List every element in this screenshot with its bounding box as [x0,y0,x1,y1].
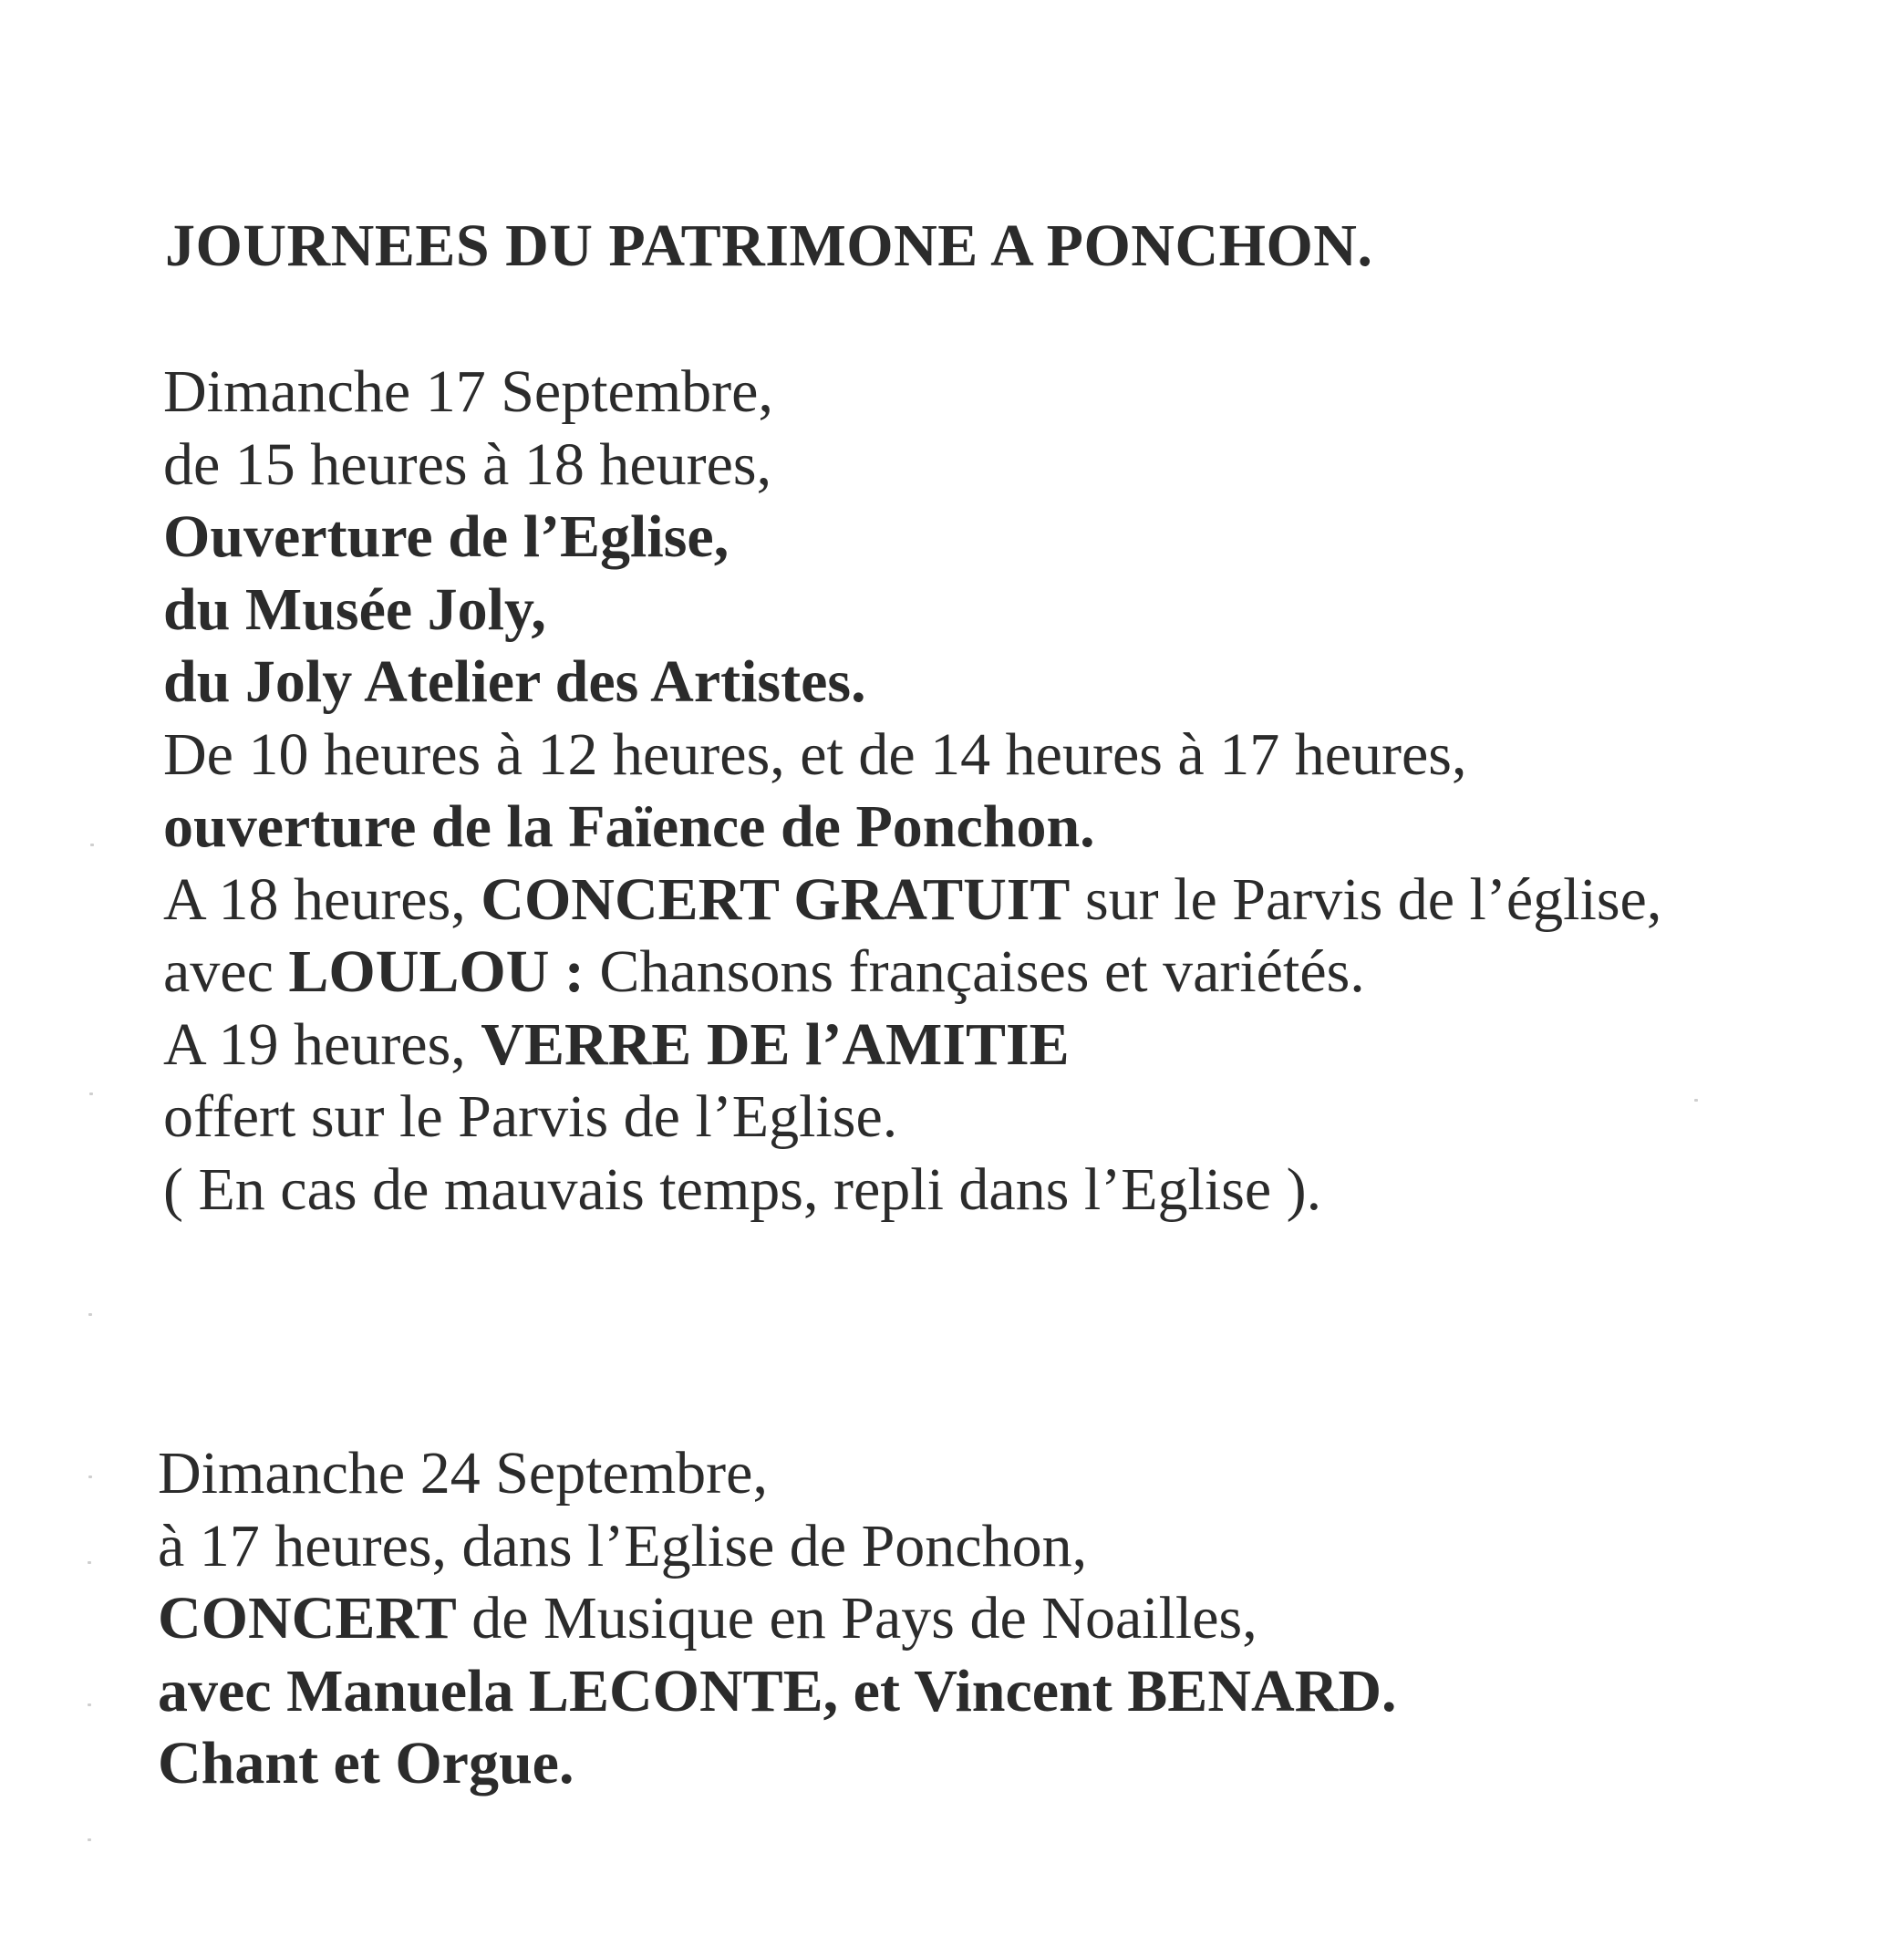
event2-time-place: à 17 heures, dans l’Eglise de Ponchon, [158,1512,1088,1579]
event1-atelier: du Joly Atelier des Artistes. [163,648,866,715]
event1-artist-prefix: avec [163,938,289,1005]
scan-speck [88,1561,91,1564]
scan-speck [89,1092,93,1095]
scan-speck [88,1313,92,1316]
event1-date: Dimanche 17 Septembre, [163,358,773,425]
event2-performers: avec Manuela LECONTE, et Vincent BENARD. [158,1657,1397,1724]
scan-speck [88,1838,91,1841]
event1-weather-note: ( En cas de mauvais temps, repli dans l’Eglise ). [163,1155,1322,1223]
event1-faience-opening: ouverture de la Faïence de Ponchon. [163,793,1095,860]
event1-artist-line [163,936,1661,1009]
event1-drink-label: VERRE DE l’AMITIE [481,1010,1070,1078]
event1-artist-name: LOULOU : [288,938,585,1005]
event1-concert-line [163,864,1661,937]
event2-concert-desc: de Musique en Pays de Noailles, [456,1585,1257,1652]
event2-concert-line [158,1582,1396,1655]
scan-speck [90,844,94,846]
event1-church-opening: Ouverture de l’Eglise, [163,503,730,570]
scan-speck [88,1703,91,1706]
event1-drink-place: offert sur le Parvis de l’Eglise. [163,1083,898,1150]
event1-museum: du Musée Joly, [163,575,546,643]
event2-concert-label: CONCERT [158,1585,457,1652]
event1-artist-genre: Chansons françaises et variétés. [584,938,1365,1005]
event2-program: Chant et Orgue. [158,1730,574,1797]
event1-concert-time: A 18 heures, [163,865,481,933]
scan-speck [1694,1099,1698,1102]
event1-hours: de 15 heures à 18 heures, [163,430,772,498]
event-september-24 [158,1437,1396,1800]
event1-drink-line [163,1009,1661,1082]
event1-concert-place: sur le Parvis de l’église, [1070,865,1662,933]
event2-date: Dimanche 24 Septembre, [158,1440,768,1507]
scan-speck [88,1476,92,1478]
event1-drink-time: A 19 heures, [163,1010,481,1078]
page-title: JOURNEES DU PATRIMONE A PONCHON. [165,212,1373,279]
event1-concert-label: CONCERT GRATUIT [481,865,1071,933]
event1-faience-hours: De 10 heures à 12 heures, et de 14 heures à 17 heures, [163,720,1467,788]
event-september-17 [163,356,1661,1226]
